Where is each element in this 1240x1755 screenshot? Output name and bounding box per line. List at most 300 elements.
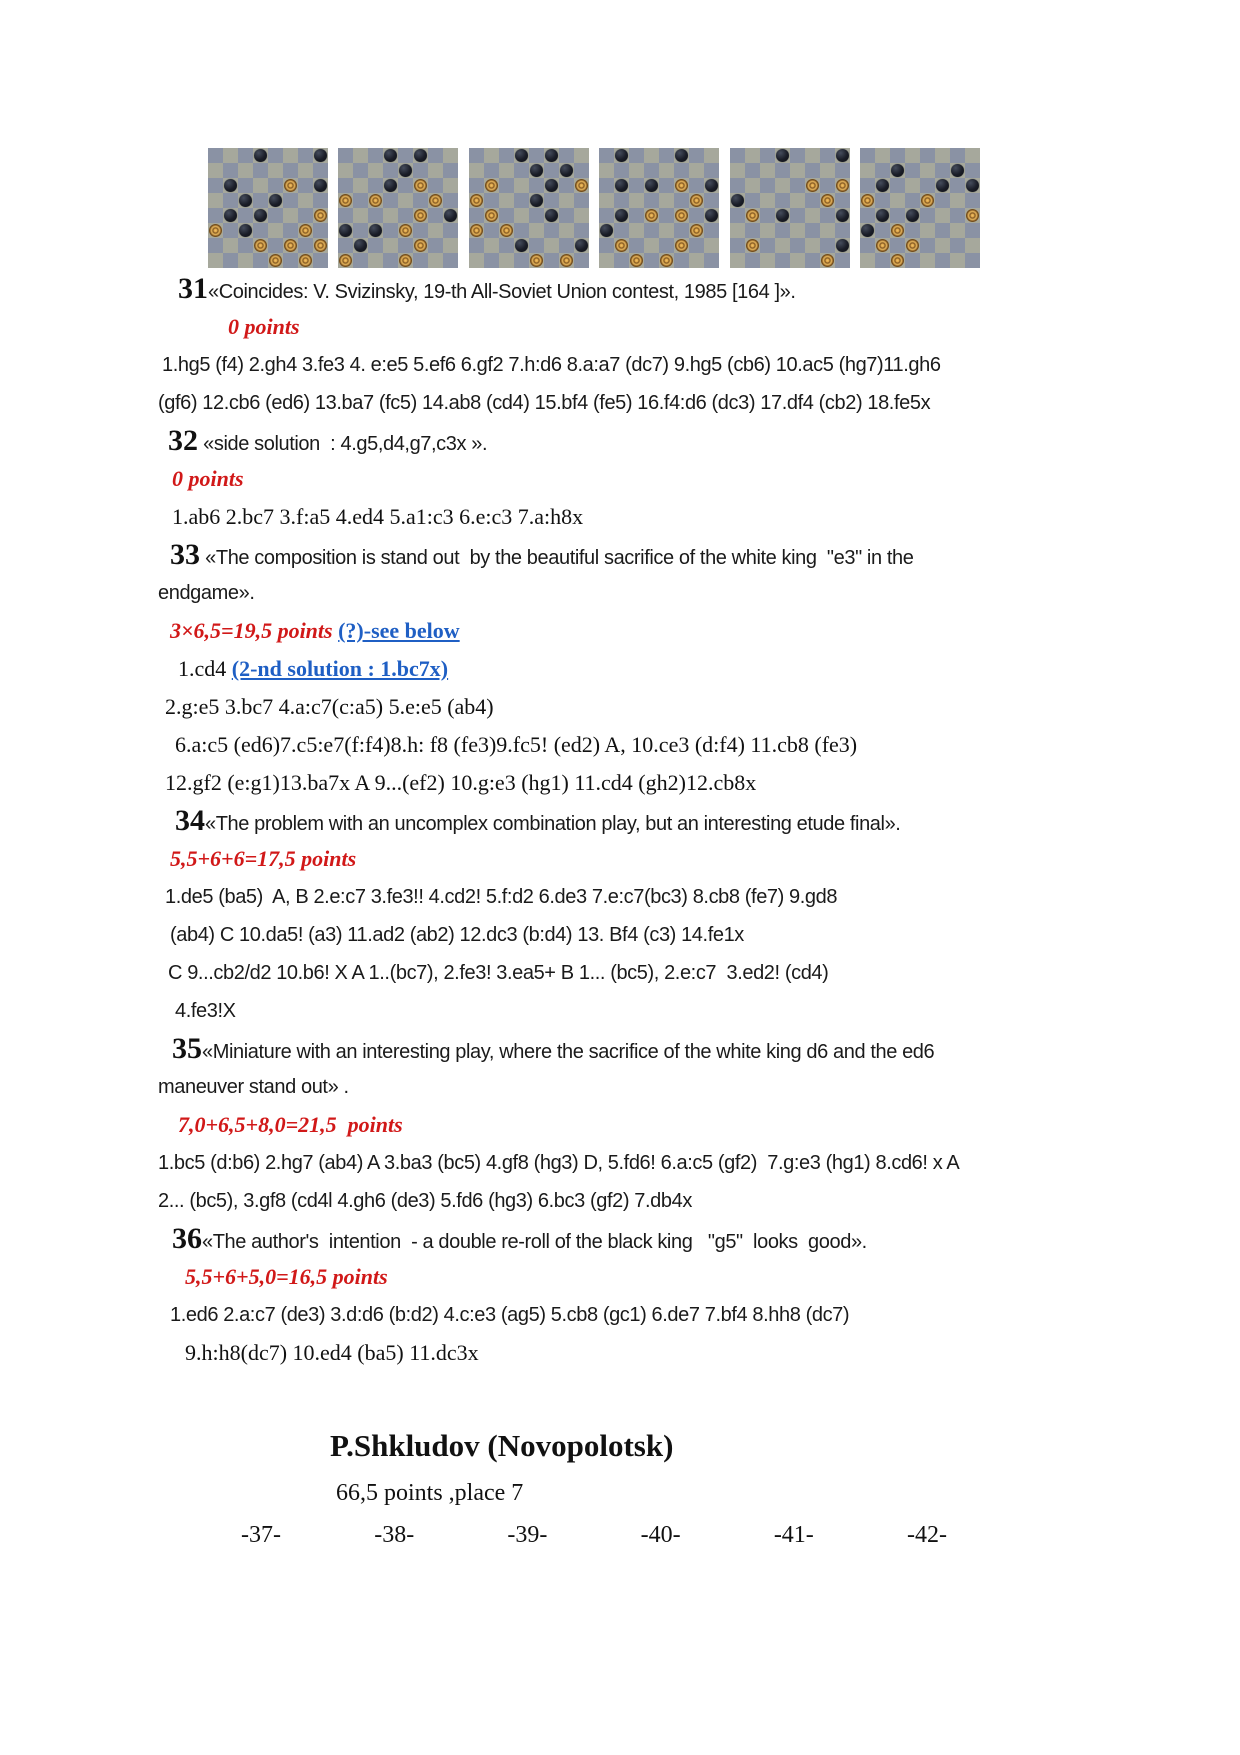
black-checker <box>966 179 979 192</box>
section-number: 31 <box>178 272 208 305</box>
text-run: 1.bc5 (d:b6) 2.hg7 (ab4) A 3.ba3 (bc5) 4.gf8 (hg3) D, 5.fd6! 6.a:c5 (gf2) 7.g:e3 (hg1) 8.cd6! x A <box>158 1152 960 1174</box>
black-checker <box>414 149 427 162</box>
board-square <box>689 178 704 193</box>
board-square <box>920 223 935 238</box>
board-square <box>674 148 689 163</box>
board-square <box>238 208 253 223</box>
text-run: 9.h:h8(dc7) 10.ed4 (ba5) 11.dc3x <box>185 1340 479 1365</box>
text-line <box>0 840 1240 878</box>
board-square <box>428 223 443 238</box>
board-square <box>875 238 890 253</box>
text-line <box>0 536 1240 574</box>
board-square <box>574 208 589 223</box>
board-square <box>238 193 253 208</box>
board-square <box>890 193 905 208</box>
board-square <box>875 193 890 208</box>
text-line <box>0 1334 1240 1372</box>
board-square <box>860 223 875 238</box>
board-square <box>935 178 950 193</box>
board-square <box>689 253 704 268</box>
section-number: 35 <box>172 1032 202 1065</box>
board-square <box>644 223 659 238</box>
text-run: «side solution : 4.g5,d4,g7,c3x ». <box>198 433 488 455</box>
text-run: 5,5+6+6=17,5 points <box>170 846 357 871</box>
board-square <box>368 163 383 178</box>
board-square <box>298 223 313 238</box>
board-square <box>805 238 820 253</box>
board-square <box>629 238 644 253</box>
board-square <box>835 163 850 178</box>
board-square <box>499 253 514 268</box>
gold-checker <box>675 209 688 222</box>
board-square <box>208 178 223 193</box>
board-square <box>629 148 644 163</box>
board-square <box>499 208 514 223</box>
board-square <box>644 193 659 208</box>
black-checker <box>399 164 412 177</box>
board-square <box>920 208 935 223</box>
hyperlink[interactable]: (2-nd solution : 1.bc7x) <box>231 656 449 681</box>
black-checker <box>876 179 889 192</box>
board-square <box>965 193 980 208</box>
board-square <box>905 148 920 163</box>
diagram-number: -39- <box>507 1522 548 1548</box>
text-run: 4.fe3!X <box>175 1000 236 1022</box>
board-square <box>730 238 745 253</box>
board-square <box>313 253 328 268</box>
board-square <box>629 208 644 223</box>
board-square <box>890 253 905 268</box>
board-square <box>313 238 328 253</box>
text-run: «Miniature with an interesting play, where the sacrifice of the white king d6 and the ed6 <box>202 1041 935 1063</box>
black-checker <box>530 194 543 207</box>
gold-checker <box>339 254 352 267</box>
board-square <box>614 238 629 253</box>
board-square <box>413 178 428 193</box>
board-square <box>268 148 283 163</box>
board-square <box>745 163 760 178</box>
board-square <box>413 223 428 238</box>
board-square <box>514 193 529 208</box>
board-square <box>674 163 689 178</box>
board-square <box>443 178 458 193</box>
board-square <box>950 253 965 268</box>
black-checker <box>776 209 789 222</box>
board-square <box>383 163 398 178</box>
board-square <box>599 148 614 163</box>
board-square <box>383 178 398 193</box>
text-run: 1.de5 (ba5) A, B 2.e:c7 3.fe3!! 4.cd2! 5.f:d2 6.de3 7.e:c7(bc3) 8.cb8 (fe7) 9.gd8 <box>165 886 838 908</box>
board-square <box>398 223 413 238</box>
board-square <box>313 148 328 163</box>
text-line <box>0 1144 1240 1182</box>
black-checker <box>515 149 528 162</box>
board-square <box>268 178 283 193</box>
board-square <box>875 208 890 223</box>
board-square <box>499 163 514 178</box>
board-square <box>775 223 790 238</box>
board-square <box>860 163 875 178</box>
board-square <box>965 253 980 268</box>
board-square <box>730 208 745 223</box>
text-run: 2... (bc5), 3.gf8 (cd4l 4.gh6 (de3) 5.fd6 (hg3) 6.bc3 (gf2) 7.db4x <box>158 1190 692 1212</box>
board-square <box>574 178 589 193</box>
board-square <box>644 163 659 178</box>
board-square <box>775 148 790 163</box>
gold-checker <box>806 179 819 192</box>
board-square <box>644 208 659 223</box>
board-square <box>805 148 820 163</box>
board-square <box>950 148 965 163</box>
board-square <box>644 253 659 268</box>
board-square <box>745 223 760 238</box>
board-square <box>674 253 689 268</box>
board-square <box>469 163 484 178</box>
text-line <box>0 992 1240 1030</box>
board-square <box>905 208 920 223</box>
section-number: 34 <box>175 804 205 837</box>
board-square <box>529 193 544 208</box>
board-square <box>283 223 298 238</box>
board-square <box>875 148 890 163</box>
board-square <box>443 148 458 163</box>
text-run: 1.hg5 (f4) 2.gh4 3.fe3 4. e:e5 5.ef6 6.gf2 7.h:d6 8.a:a7 (dc7) 9.hg5 (cb6) 10.ac5 (hg7)11.gh6 <box>162 354 941 376</box>
board-square <box>760 148 775 163</box>
board-square <box>745 193 760 208</box>
text-line <box>0 460 1240 498</box>
board-square <box>428 178 443 193</box>
gold-checker <box>299 254 312 267</box>
board-square <box>704 193 719 208</box>
board-square <box>298 178 313 193</box>
black-checker <box>545 149 558 162</box>
checkers-board-2 <box>338 148 458 268</box>
board-square <box>644 178 659 193</box>
board-square <box>283 148 298 163</box>
gold-checker <box>485 179 498 192</box>
board-square <box>368 178 383 193</box>
board-square <box>704 208 719 223</box>
black-checker <box>254 209 267 222</box>
text-run: (gf6) 12.cb6 (ed6) 13.ba7 (fc5) 14.ab8 (cd4) 15.bf4 (fe5) 16.f4:d6 (dc3) 17.df4 (cb2) 18.fe5x <box>158 392 931 414</box>
board-square <box>965 238 980 253</box>
gold-checker <box>414 209 427 222</box>
black-checker <box>575 239 588 252</box>
board-square <box>268 223 283 238</box>
gold-checker <box>485 209 498 222</box>
gold-checker <box>675 179 688 192</box>
board-square <box>835 238 850 253</box>
board-square <box>775 238 790 253</box>
board-square <box>599 238 614 253</box>
board-square <box>514 253 529 268</box>
text-line <box>0 384 1240 422</box>
board-square <box>298 253 313 268</box>
board-square <box>935 163 950 178</box>
board-square <box>704 178 719 193</box>
board-square <box>745 238 760 253</box>
board-square <box>484 208 499 223</box>
board-square <box>559 208 574 223</box>
board-square <box>514 148 529 163</box>
text-line <box>0 1182 1240 1220</box>
black-checker <box>384 179 397 192</box>
gold-checker <box>891 224 904 237</box>
board-square <box>805 208 820 223</box>
text-line <box>0 802 1240 840</box>
board-square <box>368 208 383 223</box>
black-checker <box>369 224 382 237</box>
board-square <box>659 178 674 193</box>
board-square <box>514 163 529 178</box>
score-line: 66,5 points ,place 7 <box>336 1480 524 1506</box>
board-square <box>223 253 238 268</box>
board-square <box>514 178 529 193</box>
board-square <box>950 193 965 208</box>
black-checker <box>354 239 367 252</box>
text-run: «The problem with an uncomplex combination play, but an interesting etude final». <box>205 813 901 835</box>
board-square <box>208 208 223 223</box>
board-square <box>559 163 574 178</box>
gold-checker <box>966 209 979 222</box>
gold-checker <box>746 209 759 222</box>
gold-checker <box>399 224 412 237</box>
text-run: 0 points <box>228 314 300 339</box>
board-square <box>730 253 745 268</box>
board-square <box>775 253 790 268</box>
board-square <box>443 163 458 178</box>
text-line <box>0 726 1240 764</box>
board-square <box>730 178 745 193</box>
board-square <box>469 193 484 208</box>
board-square <box>965 223 980 238</box>
text-line <box>0 574 1240 612</box>
black-checker <box>545 209 558 222</box>
text-run: C 9...cb2/d2 10.b6! X A 1..(bc7), 2.fe3! 3.ea5+ B 1... (bc5), 2.e:c7 3.ed2! (cd4) <box>168 962 829 984</box>
board-square <box>875 178 890 193</box>
board-square <box>313 208 328 223</box>
black-checker <box>444 209 457 222</box>
board-square <box>614 163 629 178</box>
board-square <box>383 208 398 223</box>
board-square <box>730 148 745 163</box>
gold-checker <box>675 239 688 252</box>
board-square <box>313 193 328 208</box>
board-square <box>704 148 719 163</box>
board-square <box>775 208 790 223</box>
board-square <box>368 238 383 253</box>
board-square <box>428 238 443 253</box>
text-run: «The author's intention - a double re-roll of the black king "g5" looks good». <box>202 1231 867 1253</box>
diagram-number: -38- <box>374 1522 415 1548</box>
board-square <box>689 193 704 208</box>
text-run: 12.gf2 (e:g1)13.ba7x A 9...(ef2) 10.g:e3 (hg1) 11.cd4 (gh2)12.cb8x <box>165 770 757 795</box>
black-checker <box>645 179 658 192</box>
gold-checker <box>399 254 412 267</box>
board-square <box>965 148 980 163</box>
board-square <box>383 238 398 253</box>
board-square <box>674 208 689 223</box>
board-square <box>790 238 805 253</box>
board-square <box>599 253 614 268</box>
board-square <box>238 178 253 193</box>
gold-checker <box>470 224 483 237</box>
board-square <box>599 163 614 178</box>
board-square <box>208 253 223 268</box>
board-square <box>920 253 935 268</box>
board-square <box>268 193 283 208</box>
gold-checker <box>836 179 849 192</box>
black-checker <box>836 209 849 222</box>
gold-checker <box>429 194 442 207</box>
board-square <box>529 253 544 268</box>
board-square <box>935 208 950 223</box>
board-square <box>398 208 413 223</box>
board-square <box>659 193 674 208</box>
board-square <box>920 163 935 178</box>
board-square <box>890 223 905 238</box>
checkers-board-3 <box>469 148 589 268</box>
board-square <box>920 238 935 253</box>
board-square <box>790 193 805 208</box>
board-square <box>353 178 368 193</box>
text-line <box>0 688 1240 726</box>
board-square <box>965 208 980 223</box>
diagram-number: -41- <box>773 1522 814 1548</box>
board-square <box>253 163 268 178</box>
board-square <box>674 223 689 238</box>
board-square <box>353 253 368 268</box>
board-square <box>574 223 589 238</box>
black-checker <box>731 194 744 207</box>
board-square <box>950 223 965 238</box>
board-square <box>629 223 644 238</box>
black-checker <box>615 209 628 222</box>
black-checker <box>936 179 949 192</box>
text-line <box>0 308 1240 346</box>
section-number: 36 <box>172 1222 202 1255</box>
gold-checker <box>299 224 312 237</box>
document-body <box>0 270 1240 1372</box>
board-square <box>413 148 428 163</box>
board-square <box>353 208 368 223</box>
black-checker <box>891 164 904 177</box>
board-square <box>383 253 398 268</box>
gold-checker <box>254 239 267 252</box>
board-square <box>443 223 458 238</box>
text-run: endgame». <box>158 582 255 604</box>
black-checker <box>906 209 919 222</box>
board-square <box>559 238 574 253</box>
board-square <box>689 238 704 253</box>
black-checker <box>239 224 252 237</box>
board-square <box>268 253 283 268</box>
checkers-board-6 <box>860 148 980 268</box>
board-square <box>689 208 704 223</box>
section-number: 33 <box>170 538 200 571</box>
board-square <box>443 193 458 208</box>
text-line <box>0 422 1240 460</box>
hyperlink[interactable]: (?)-see below <box>338 618 460 643</box>
board-square <box>860 253 875 268</box>
board-square <box>730 223 745 238</box>
gold-checker <box>269 254 282 267</box>
text-run: «Coincides: V. Svizinsky, 19-th All-Soviet Union contest, 1985 [164 ]». <box>208 281 796 303</box>
board-square <box>484 178 499 193</box>
board-square <box>659 163 674 178</box>
board-square <box>890 148 905 163</box>
board-square <box>338 193 353 208</box>
board-square <box>935 193 950 208</box>
board-square <box>469 238 484 253</box>
board-square <box>529 223 544 238</box>
board-square <box>905 163 920 178</box>
text-line <box>0 1220 1240 1258</box>
board-square <box>253 193 268 208</box>
black-checker <box>836 239 849 252</box>
board-square <box>950 238 965 253</box>
board-square <box>614 223 629 238</box>
board-square <box>835 253 850 268</box>
board-square <box>790 253 805 268</box>
text-line <box>0 878 1240 916</box>
board-square <box>484 238 499 253</box>
black-checker <box>314 149 327 162</box>
text-run: 7,0+6,5+8,0=21,5 points <box>178 1112 403 1137</box>
board-square <box>775 163 790 178</box>
board-square <box>790 148 805 163</box>
gold-checker <box>660 254 673 267</box>
board-square <box>544 148 559 163</box>
board-square <box>614 208 629 223</box>
board-square <box>805 193 820 208</box>
board-square <box>760 193 775 208</box>
board-square <box>544 253 559 268</box>
black-checker <box>224 179 237 192</box>
board-square <box>499 193 514 208</box>
board-square <box>428 193 443 208</box>
board-square <box>875 223 890 238</box>
board-square <box>398 253 413 268</box>
black-checker <box>705 209 718 222</box>
board-square <box>253 148 268 163</box>
board-square <box>659 223 674 238</box>
gold-checker <box>575 179 588 192</box>
board-square <box>835 193 850 208</box>
board-square <box>659 148 674 163</box>
board-square <box>674 238 689 253</box>
board-square <box>704 163 719 178</box>
black-checker <box>876 209 889 222</box>
board-square <box>469 253 484 268</box>
board-square <box>689 223 704 238</box>
text-run: «The composition is stand out by the beautiful sacrifice of the white king "e3" in the <box>200 547 914 569</box>
board-square <box>338 178 353 193</box>
board-square <box>629 163 644 178</box>
board-square <box>689 163 704 178</box>
board-square <box>905 238 920 253</box>
board-square <box>574 163 589 178</box>
board-square <box>920 193 935 208</box>
board-square <box>353 148 368 163</box>
board-square <box>443 208 458 223</box>
board-square <box>820 223 835 238</box>
board-square <box>443 238 458 253</box>
board-square <box>398 163 413 178</box>
black-checker <box>776 149 789 162</box>
board-square <box>529 163 544 178</box>
board-square <box>730 163 745 178</box>
